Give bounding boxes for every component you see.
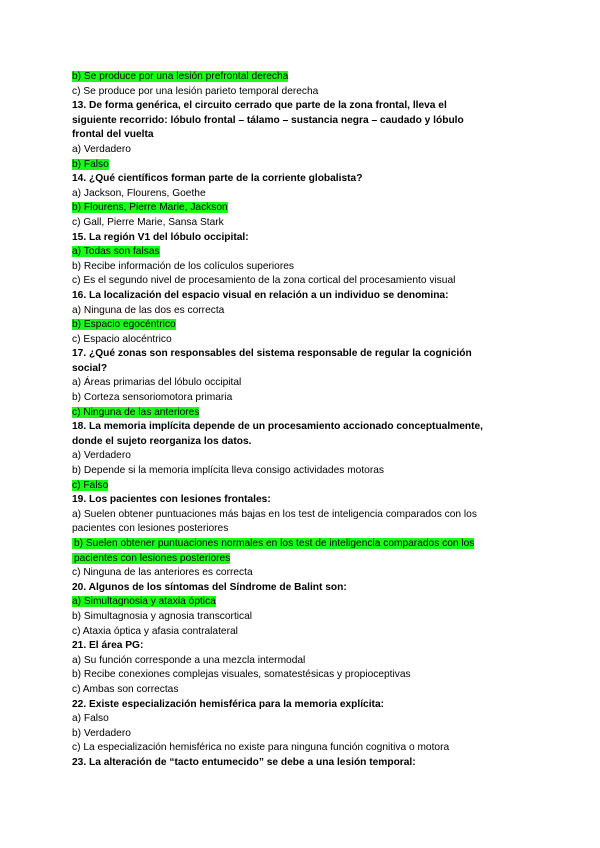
answer-text: c) Espacio alocéntrico <box>72 333 172 345</box>
answer-line <box>72 318 532 333</box>
answer-line <box>72 85 532 100</box>
answer-line <box>72 522 532 537</box>
answer-line <box>72 216 532 231</box>
answer-line <box>72 406 532 421</box>
question-text: 16. La localización del espacio visual en relación a un individuo se denomina: <box>72 289 449 301</box>
highlighted-answer-text: b) Suelen obtener puntuaciones normales en los test de inteligencia comparados con los <box>74 538 475 549</box>
answer-line <box>72 333 532 348</box>
question-text: donde el sujeto reorganiza los datos. <box>72 435 252 447</box>
question-line <box>72 172 532 187</box>
question-line <box>72 114 532 129</box>
answer-line <box>72 683 532 698</box>
answer-line <box>72 537 532 552</box>
document-body <box>72 70 532 771</box>
answer-line <box>72 727 532 742</box>
question-line <box>72 347 532 362</box>
highlighted-answer-text: b) Flourens, Pierre Marie, Jackson <box>72 202 228 214</box>
answer-line <box>72 304 532 319</box>
answer-text: c) Es el segundo nivel de procesamiento de la zona cortical del procesamiento visual <box>72 275 456 287</box>
answer-line <box>72 610 532 625</box>
answer-line <box>72 158 532 173</box>
answer-text: b) Recibe conexiones complejas visuales, somatestésicas y propioceptivas <box>72 669 411 681</box>
answer-line <box>72 595 532 610</box>
question-text: 20. Algunos de los síntomas del Síndrome de Balint son: <box>72 581 347 593</box>
question-line <box>72 493 532 508</box>
answer-line <box>72 201 532 216</box>
question-line <box>72 128 532 143</box>
question-line <box>72 581 532 596</box>
answer-line <box>72 70 532 85</box>
highlighted-answer-text: a) Simultagnosia y ataxia óptica <box>72 596 216 608</box>
question-text: 13. De forma genérica, el circuito cerrado que parte de la zona frontal, lleva el <box>72 100 447 112</box>
answer-text: c) Ambas son correctas <box>72 683 179 695</box>
highlighted-answer-text: c) Falso <box>72 479 109 491</box>
answer-text: c) Gall, Pierre Marie, Sansa Stark <box>72 216 224 228</box>
answer-line <box>72 187 532 202</box>
answer-text: c) La especialización hemisférica no existe para ninguna función cognitiva o motora <box>72 742 450 754</box>
question-text: 18. La memoria implícita depende de un procesamiento accionado conceptualmente, <box>72 421 484 433</box>
question-text: 19. Los pacientes con lesiones frontales: <box>72 494 271 506</box>
question-text: frontal del vuelta <box>72 129 154 141</box>
answer-text: a) Verdadero <box>72 143 131 155</box>
highlighted-answer-text: b) Falso <box>72 158 109 170</box>
answer-text: b) Depende si la memoria implícita lleva consigo actividades motoras <box>72 465 384 477</box>
answer-text: a) Su función corresponde a una mezcla intermodal <box>72 654 306 666</box>
answer-line <box>72 143 532 158</box>
answer-line <box>72 464 532 479</box>
question-line <box>72 698 532 713</box>
question-text: 17. ¿Qué zonas son responsables del sistema responsable de regular la cognición <box>72 348 472 360</box>
answer-line <box>72 508 532 523</box>
question-line <box>72 756 532 771</box>
answer-text: a) Ninguna de las dos es correcta <box>72 304 225 316</box>
answer-line <box>72 274 532 289</box>
answer-line <box>72 391 532 406</box>
answer-line <box>72 479 532 494</box>
answer-line <box>72 668 532 683</box>
question-line <box>72 362 532 377</box>
answer-line <box>72 449 532 464</box>
answer-text: c) Ataxia óptica y afasia contralateral <box>72 625 238 637</box>
answer-line <box>72 245 532 260</box>
answer-line <box>72 552 532 567</box>
question-text: 22. Existe especialización hemisférica para la memoria explícita: <box>72 698 385 710</box>
answer-line <box>72 625 532 640</box>
answer-text: a) Suelen obtener puntuaciones más bajas en los test de inteligencia comparados con los <box>72 508 477 520</box>
answer-line <box>72 741 532 756</box>
highlighted-answer-text: pacientes con lesiones posteriores <box>74 552 231 564</box>
answer-text: a) Verdadero <box>72 450 131 462</box>
question-text: social? <box>72 362 108 374</box>
highlighted-answer-text: b) Se produce por una lesión prefrontal derecha <box>72 71 289 82</box>
answer-line <box>72 376 532 391</box>
question-text: 15. La región V1 del lóbulo occipital: <box>72 231 249 243</box>
question-text: 14. ¿Qué científicos forman parte de la corriente globalista? <box>72 173 363 185</box>
question-line <box>72 231 532 246</box>
answer-text: b) Corteza sensoriomotora primaria <box>72 392 233 404</box>
question-line <box>72 289 532 304</box>
answer-text: c) Ninguna de las anteriores es correcta <box>72 567 253 579</box>
question-text: 23. La alteración de “tacto entumecido” se debe a una lesión temporal: <box>72 756 416 768</box>
answer-text: b) Verdadero <box>72 727 131 739</box>
question-text: siguiente recorrido: lóbulo frontal – tálamo – sustancia negra – caudado y lóbulo <box>72 114 464 126</box>
answer-line <box>72 654 532 669</box>
highlighted-answer-text: a) Todas son falsas <box>72 246 160 258</box>
answer-text: b) Recibe información de los colículos superiores <box>72 260 294 272</box>
answer-text: a) Jackson, Flourens, Goethe <box>72 187 206 199</box>
question-line <box>72 639 532 654</box>
answer-line <box>72 260 532 275</box>
answer-text: a) Áreas primarias del lóbulo occipital <box>72 377 242 389</box>
answer-text: pacientes con lesiones posteriores <box>72 523 229 535</box>
answer-line <box>72 566 532 581</box>
question-line <box>72 420 532 435</box>
highlighted-answer-text: c) Ninguna de las anteriores <box>72 406 200 418</box>
answer-text: c) Se produce por una lesión parieto temporal derecha <box>72 85 319 97</box>
answer-line <box>72 712 532 727</box>
question-text: 21. El área PG: <box>72 640 144 652</box>
answer-text: b) Simultagnosia y agnosia transcortical <box>72 610 253 622</box>
question-line <box>72 99 532 114</box>
question-line <box>72 435 532 450</box>
highlighted-answer-text: b) Espacio egocéntrico <box>72 319 176 331</box>
answer-text: a) Falso <box>72 713 109 725</box>
